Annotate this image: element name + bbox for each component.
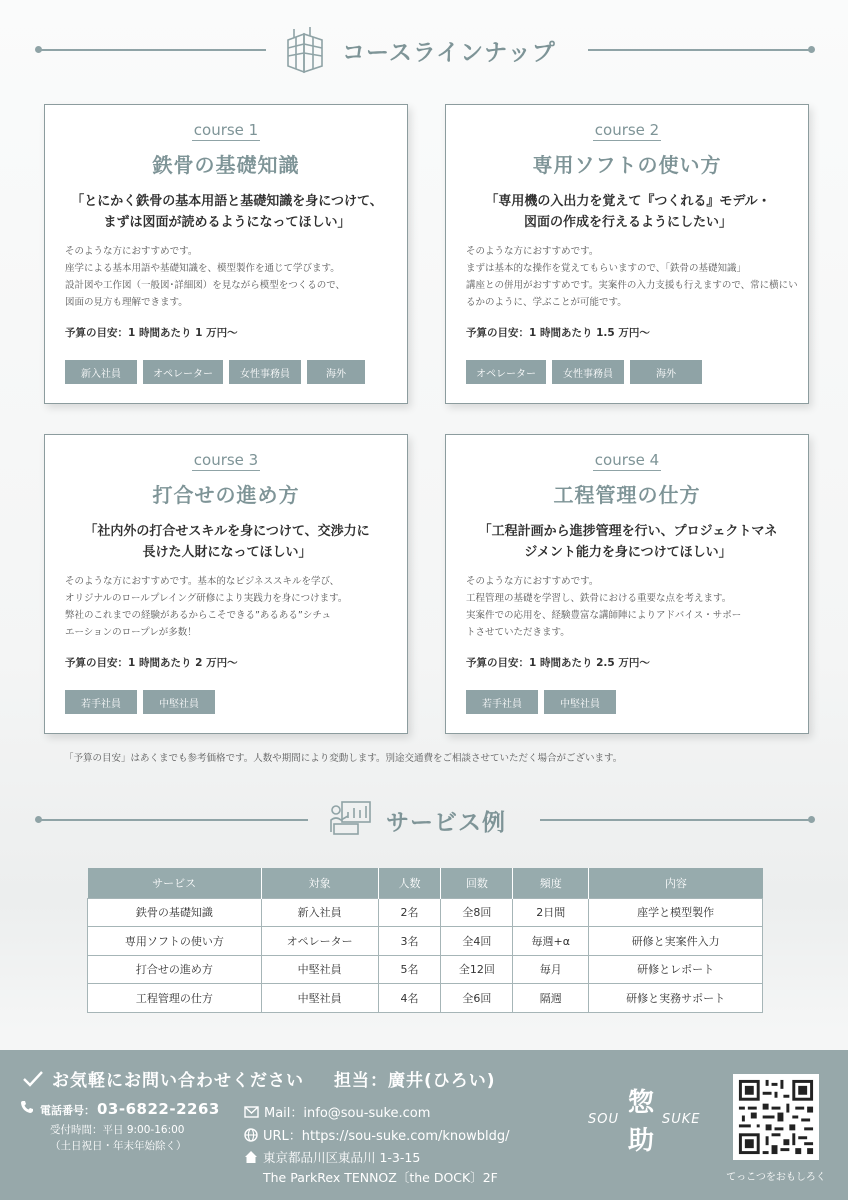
divider-line	[40, 49, 266, 51]
course-title: 専用ソフトの使い方	[532, 153, 722, 177]
table-cell: 毎週+α	[513, 927, 589, 956]
table-cell: 中堅社員	[261, 984, 378, 1013]
presentation-icon	[328, 798, 374, 840]
target-tag: 女性事務員	[552, 360, 624, 384]
course-budget: 予算の目安：1 時間あたり 1.5 万円〜	[466, 327, 650, 339]
address-line-1: 東京都品川区東品川 1-3-15	[263, 1150, 421, 1165]
table-cell: 座学と模型製作	[589, 898, 763, 927]
target-tag: 海外	[307, 360, 365, 384]
url-row	[244, 1125, 510, 1144]
company-logo: SOU 惣 助 SUKE	[588, 1088, 701, 1156]
table-cell: 工程管理の仕方	[88, 984, 262, 1013]
course-title: 打合せの進め方	[152, 483, 300, 507]
column-header: 人数	[378, 868, 441, 898]
table-cell: 毎月	[513, 955, 589, 984]
table-cell: 鉄骨の基礎知識	[88, 898, 262, 927]
course-title: 鉄骨の基礎知識	[152, 153, 300, 177]
table-cell: 2名	[378, 898, 441, 927]
target-tag: オペレーター	[466, 360, 546, 384]
divider-dot	[808, 46, 815, 53]
course-card-2	[445, 104, 809, 404]
course-budget: 予算の目安：1 時間あたり 2 万円〜	[65, 657, 238, 669]
target-tag: 中堅社員	[143, 690, 215, 714]
course-number: course 4	[594, 451, 660, 469]
course-description: そのような方におすすめです。 座学による基本用語や基礎知識を、模型製作を通じて学びます。 設計図や工作図（一般図･詳細図）を見ながら模型をつくるので、 図面の見方も理解できます。	[65, 246, 346, 308]
table-cell: 中堅社員	[261, 955, 378, 984]
table-cell: 全12回	[441, 955, 513, 984]
phone-icon	[20, 1100, 34, 1114]
courses-section-header	[0, 30, 848, 70]
column-header: 頻度	[513, 868, 589, 898]
table-row	[88, 984, 763, 1013]
globe-icon	[244, 1128, 258, 1142]
table-cell: 3名	[378, 927, 441, 956]
table-cell: 隔週	[513, 984, 589, 1013]
contact-cta: お気軽にお問い合わせください	[52, 1071, 304, 1091]
table-cell: 5名	[378, 955, 441, 984]
column-header: 対象	[261, 868, 378, 898]
course-budget: 予算の目安：1 時間あたり 2.5 万円〜	[466, 657, 650, 669]
course-quote: 「工程計画から進捗管理を行い、プロジェクトマネ ジメント能力を身につけてほしい」	[478, 524, 778, 560]
contact-heading	[22, 1066, 496, 1091]
course-number: course 2	[594, 121, 660, 139]
check-icon	[22, 1070, 44, 1088]
qr-code[interactable]	[733, 1074, 819, 1160]
table-row	[88, 955, 763, 984]
table-cell: 4名	[378, 984, 441, 1013]
course-quote: 「とにかく鉄骨の基本用語と基礎知識を身につけて、 まずは図面が読めるようになってほしい」	[71, 194, 383, 230]
target-tag: 新入社員	[65, 360, 137, 384]
phone-number[interactable]: 03-6822-2263	[97, 1100, 220, 1118]
divider-line	[540, 819, 810, 821]
column-header: サービス	[88, 868, 262, 898]
table-cell: 全8回	[441, 898, 513, 927]
phone-row	[20, 1100, 220, 1118]
address-line-2: The ParkRex TENNOZ〔the DOCK〕2F	[263, 1170, 498, 1185]
course-tags	[466, 690, 616, 714]
target-tag: 女性事務員	[229, 360, 301, 384]
table-header-row	[88, 868, 763, 898]
course-tags	[466, 360, 702, 384]
services-table	[87, 868, 763, 1013]
target-tag: 中堅社員	[544, 690, 616, 714]
services-section-header	[0, 800, 848, 840]
course-description: そのような方におすすめです。 まずは基本的な操作を覚えてもらいますので、「鉄骨の基礎知識」 講座との併用がおすすめです。実案件の入力支援も行えますので、常に横にいるかのように、学ぶことが可能です。	[466, 246, 798, 308]
business-hours: 受付時間：平日 9:00-16:00	[50, 1124, 185, 1136]
course-quote: 「社内外の打合せスキルを身につけて、交渉力に 長けた人財になってほしい」	[84, 524, 370, 560]
courses-section-title: コースラインナップ	[342, 40, 556, 66]
contact-footer	[0, 1050, 848, 1200]
services-section-title: サービス例	[386, 810, 506, 836]
home-icon	[244, 1150, 258, 1164]
course-description: そのような方におすすめです。基本的なビジネススキルを学び、 オリジナルのロールプレイング研修により実践力を身につけます。 弊社のこれまでの経験があるからこそできる”あるある”シチュ エーションのロープレが多数！	[65, 576, 348, 638]
target-tag: 若手社員	[65, 690, 137, 714]
course-quote: 「専用機の入出力を覚えて『つくれる』モデル・ 図面の作成を行えるようにしたい」	[485, 194, 771, 230]
mail-address[interactable]: Mail：info@sou-suke.com	[264, 1106, 431, 1121]
course-number: course 1	[193, 121, 259, 139]
table-cell: 専用ソフトの使い方	[88, 927, 262, 956]
course-budget: 予算の目安：1 時間あたり 1 万円〜	[65, 327, 238, 339]
price-note: 「予算の目安」はあくまでも参考価格です。人数や期間により変動します。別途交通費をご相談させていただく場合がございます。	[64, 753, 623, 764]
building-icon	[284, 26, 326, 74]
course-number: course 3	[193, 451, 259, 469]
address-row	[244, 1148, 420, 1166]
course-card-4	[445, 434, 809, 734]
column-header: 回数	[441, 868, 513, 898]
course-title: 工程管理の仕方	[553, 483, 701, 507]
table-cell: 2日間	[513, 898, 589, 927]
course-card-3	[44, 434, 408, 734]
table-cell: 全4回	[441, 927, 513, 956]
column-header: 内容	[589, 868, 763, 898]
phone-label: 電話番号：	[40, 1104, 95, 1117]
business-hours-note: （土日祝日・年末年始除く）	[50, 1140, 187, 1152]
course-card-1	[44, 104, 408, 404]
table-cell: 研修とレポート	[589, 955, 763, 984]
table-cell: オペレーター	[261, 927, 378, 956]
course-tags	[65, 360, 365, 384]
divider-dot	[808, 816, 815, 823]
mail-icon	[244, 1106, 259, 1118]
table-cell: 打合せの進め方	[88, 955, 262, 984]
divider-line	[588, 49, 810, 51]
course-description: そのような方におすすめです。 工程管理の基礎を学習し、鉄骨における重要な点を考えます。 実案件での応用を、経験豊富な講師陣によりアドバイス・サポー トさせていただきます。	[466, 576, 742, 638]
table-cell: 研修と実務サポート	[589, 984, 763, 1013]
mail-row	[244, 1102, 430, 1121]
table-cell: 研修と実案件入力	[589, 927, 763, 956]
course-tags	[65, 690, 215, 714]
table-row	[88, 898, 763, 927]
table-row	[88, 927, 763, 956]
divider-line	[40, 819, 308, 821]
target-tag: オペレーター	[143, 360, 223, 384]
table-cell: 新入社員	[261, 898, 378, 927]
qr-caption: てっこつをおもしろく	[726, 1172, 826, 1183]
contact-person: 担当：廣井(ひろい)	[334, 1071, 496, 1091]
target-tag: 海外	[630, 360, 702, 384]
table-cell: 全6回	[441, 984, 513, 1013]
website-url[interactable]: URL：https://sou-suke.com/knowbldg/	[263, 1129, 510, 1144]
target-tag: 若手社員	[466, 690, 538, 714]
